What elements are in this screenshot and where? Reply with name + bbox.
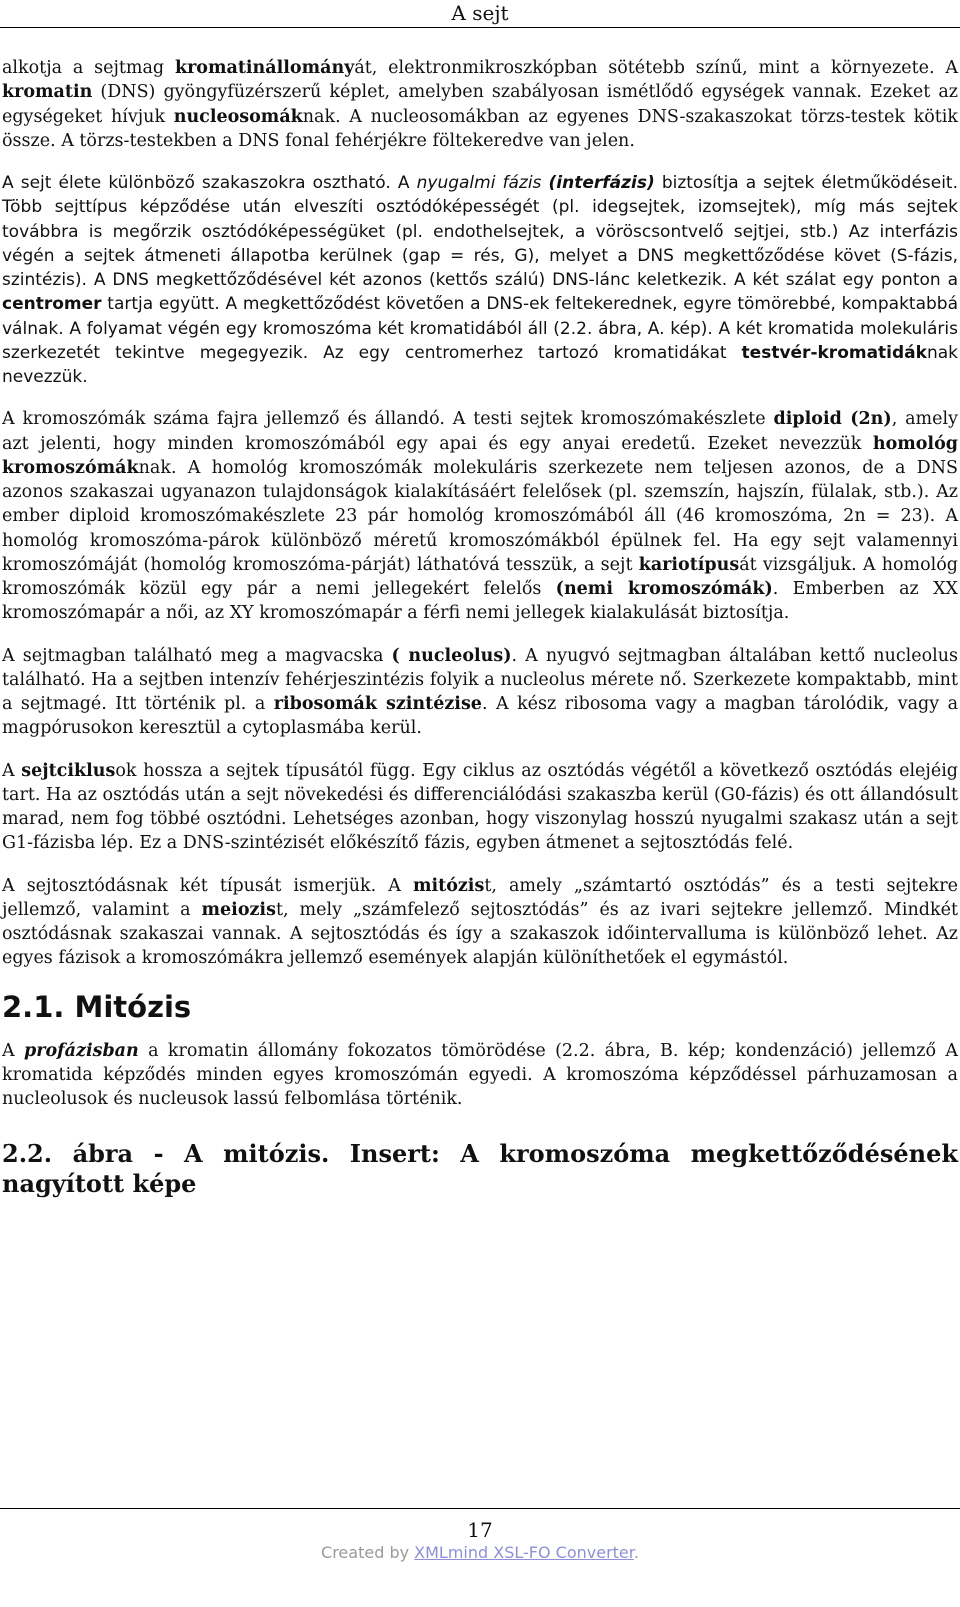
bold-term: ribosomák szintézise <box>273 694 482 714</box>
paragraph <box>2 56 958 153</box>
text-run: . Emberben az XX kromoszómapár a női, az XY kromoszómapár a férfi nemi jellegek kialakulását biztosítja. <box>2 579 958 624</box>
text-run: t, mely „számfelező sejtosztódás” és az ivari sejtekre jellemző. Mindkét osztódásnak szakaszai vannak. A sejtosztódás és így a szakaszok időintervalluma is különböző lehet. Az egyes fázisok a kromoszómákra jellemző események alapján különíthetőek el egymástól. <box>2 899 958 969</box>
bold-term: kariotípus <box>638 554 740 575</box>
text-run: (DNS) gyöngyfüzérszerű képlet, amelyben szabályosan ismétlődő egységek vannak. Ezeket az egységeket hívjuk <box>2 82 958 127</box>
bold-term: homológ kromoszómák <box>2 433 958 478</box>
body-paragraphs <box>2 56 958 971</box>
section-heading: 2.1. Mitózis <box>2 989 192 1024</box>
text-run: t, amely „számtartó osztódás” és a testi sejtekre jellemző, valamint a <box>2 875 958 920</box>
text-run: A <box>2 760 22 781</box>
text-run: tartja együtt. A megkettőződést követően a DNS-ek feltekerednek, egyre tömörebbé, kompaktabbá válnak. A folyamat végén egy kromoszóma két kromatidából áll (2.2. ábra, A. kép). A két kromatida molekuláris szerkezetét tekintve megegyezik. Az egy centromerhez tartozó kromatidákat <box>2 294 958 363</box>
paragraph <box>2 171 958 389</box>
figure-caption: 2.2. ábra - A mitózis. Insert: A kromoszóma megkettőződésének nagyított képe <box>2 1139 958 1199</box>
page-number: 17 <box>467 1518 493 1542</box>
text-run: nak. A nucleosomákban az egyenes DNS-szakaszokat törzs-testek kötik össze. A törzs-testekben a DNS fonal fehérjékre föltekeredve van jelen. <box>2 106 959 151</box>
converter-link[interactable]: XMLmind XSL-FO Converter <box>414 1543 634 1562</box>
text-run: A sejtosztódásnak két típusát ismerjük. A <box>2 875 413 896</box>
paragraph <box>2 874 958 971</box>
text-run: A sejt élete különböző szakaszokra osztható. A <box>2 173 417 193</box>
bold-term: mitózis <box>412 875 485 896</box>
text-run: . A nyugvó sejtmagban általában kettő nucleolus található. Ha a sejtben intenzív fehérjeszintézis folyik a nucleolus mérete nő. Szerkezete kompaktabb, mint a sejtmagé. Itt történik pl. a <box>2 645 958 714</box>
bold-term: nucleosomák <box>173 106 303 127</box>
page-content <box>2 56 958 1199</box>
text-run: át, elektronmikroszkópban sötétebb színű, mint a környezete. A <box>354 58 958 78</box>
text-run: . A kész ribosoma vagy a magban tárolódik, vagy a magpórusokon keresztül a cytoplasmába kerül. <box>2 694 958 739</box>
text-run: nak nevezzük. <box>2 342 958 387</box>
text-run: nak. A homológ kromoszómák molekuláris szerkezete nem teljesen azonos, de a DNS azonos szakaszai ugyanazon tulajdonságok kialakításáért felelősek (pl. szemszín, hajszín, fülalak, stb.). Az ember diploid kromoszómakészlete 23 pár homológ kromoszómából áll (46 kromoszóma, 2n = 23). A homológ kromoszóma-párok különböző méretű kromoszómákból épülnek fel. Ha egy sejt valamennyi kromoszómáját (homológ kromoszóma-párját) láthatóvá tesszük, a sejt <box>2 457 958 575</box>
text-run: A kromoszómák száma fajra jellemző és állandó. A testi sejtek kromoszómakészlete <box>2 409 774 430</box>
paragraph <box>2 407 958 625</box>
converter-credit <box>0 1542 960 1564</box>
bold-term: sejtciklus <box>21 760 116 781</box>
text-run: a kromatin állomány fokozatos tömörödése (2.2. ábra, B. kép; kondenzáció) jellemző A kromatida képződés minden egyes kromoszómán egyedi. A kromoszóma képződéssel párhuzamosan a nucleolusok és nucleusok lassú felbomlása történik. <box>2 1040 958 1109</box>
text-run: A sejtmagban található meg a magvacska <box>2 645 392 666</box>
text-run: , amely azt jelenti, hogy minden kromoszómából egy apai és egy anyai eredetű. Ezeket nevezzük <box>2 409 958 454</box>
text-run: alkotja a sejtmag <box>2 58 175 78</box>
text-run: biztosítja a sejtek életműködéseit. Több sejttípus képződése után elveszíti osztódóképességét (pl. idegsejtek, izomsejtek), míg más sejtek továbbra is megőrzik osztódóképességüket (pl. endothelsejtek, a vöröscsontvelő sejtjei, stb.) Az interfázis végén a sejtek átmeneti állapotba kerülnek (gap = rés, G), melyet a DNS megkettőződése követ (S-fázis, szintézis). A DNS megkettőződésével két azonos (kettős szálú) DNS-lánc keletkezik. A két szálat egy ponton a <box>2 173 959 290</box>
bold-italic-term: (interfázis) <box>548 173 655 193</box>
text-run: át vizsgáljuk. A homológ kromoszómák közül egy pár a nemi jellegekért felelős <box>2 554 958 599</box>
bold-term: diploid (2n) <box>773 409 892 430</box>
bold-term: centromer <box>2 294 102 315</box>
credit-prefix: Created by <box>321 1543 415 1562</box>
bold-term: kromatin <box>2 82 93 103</box>
bold-term: ( nucleolus) <box>391 645 512 666</box>
running-header: A sejt <box>451 1 509 25</box>
credit-suffix: . <box>633 1543 639 1562</box>
paragraph <box>2 759 958 856</box>
bold-term: meiozis <box>201 899 276 920</box>
text-run: ok hossza a sejtek típusától függ. Egy ciklus az osztódás végétől a következő osztódás elejéig tart. Ha az osztódás után a sejt növekedési és differenciálódási szakaszba kerül (G0-fázis) és ott állandósult marad, nem fog többé osztódni. Lehetséges azonban, hogy viszonylag hosszú nyugalmi szakasz után a sejt G1-fázisba lép. Ez a DNS-szintézisét előkészítő fázis, egyben átmenet a sejtosztódás felé. <box>2 760 958 854</box>
section-paragraph <box>2 1039 958 1112</box>
emphasis <box>24 1041 139 1061</box>
footer-divider <box>0 1508 960 1509</box>
emphasis <box>549 173 655 193</box>
bold-term: (nemi kromoszómák) <box>555 579 773 599</box>
italic-term: nyugalmi fázis <box>416 173 542 193</box>
bold-term: kromatinállomány <box>174 58 355 78</box>
paragraph <box>2 644 958 741</box>
header-divider <box>0 27 960 28</box>
text-run <box>541 173 548 193</box>
text-run: A <box>2 1040 25 1061</box>
bold-italic-term: profázisban <box>24 1040 139 1061</box>
bold-term: testvér-kromatidák <box>741 342 927 363</box>
